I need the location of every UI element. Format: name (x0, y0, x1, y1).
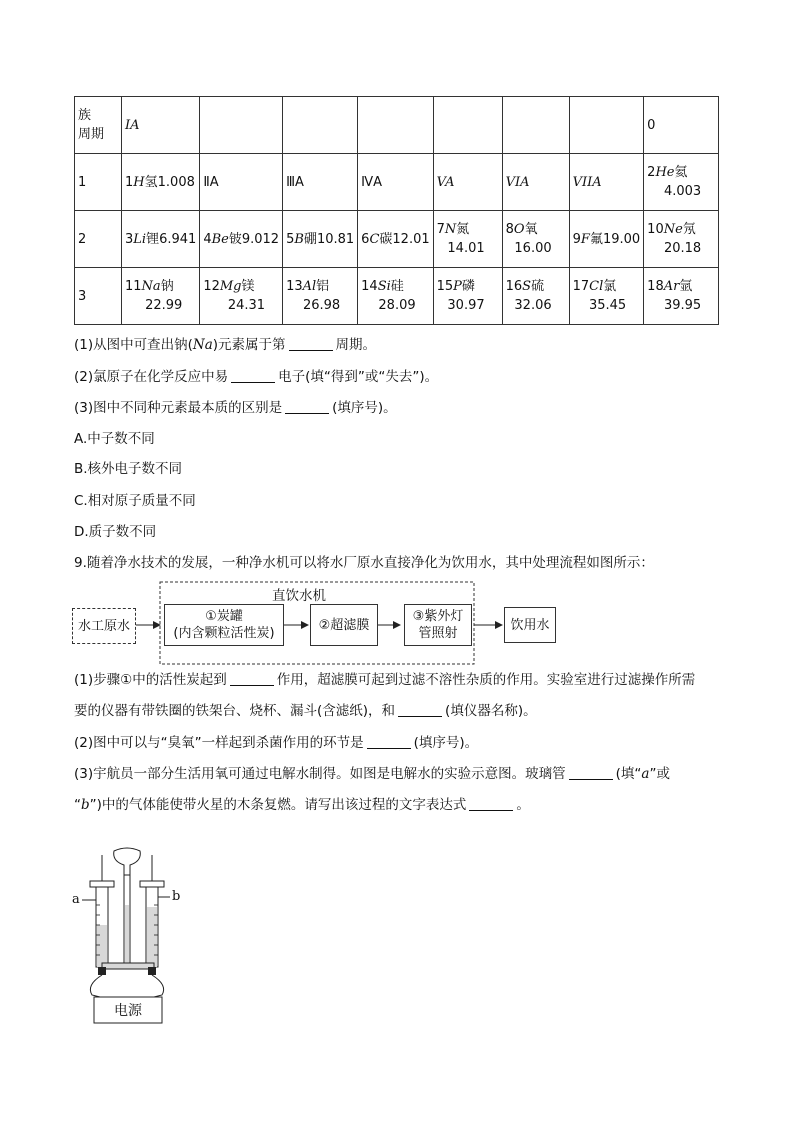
q9-stem: 9.随着净水技术的发展，一种净水机可以将水厂原水直接净化为饮用水，其中处理流程如图所示： (74, 555, 654, 571)
element-cell: 3Li锂6.941 (122, 211, 200, 268)
corner-group-label: 族 (78, 108, 92, 123)
q8-part3: (3)图中不同种元素最本质的区别是 (填序号)。 (74, 400, 397, 416)
q9-part3-line1: (3)宇航员一部分生活用氧可通过电解水制得。如图是电解水的实验示意图。玻璃管 (填“a”或 (74, 766, 670, 782)
corner-period-label: 周期 (78, 127, 105, 142)
q9-part1-line1: (1)步骤①中的活性炭起到 作用，超滤膜可起到过滤不溶性杂质的作用。实验室进行过滤操作所需 (74, 672, 696, 688)
group-header (200, 97, 283, 154)
q8-part1: (1)从图中可查出钠(Na)元素属于第 周期。 (74, 337, 377, 353)
answer-blank[interactable] (230, 671, 274, 686)
tube-label-a: a (72, 892, 80, 907)
q9-part1-line2: 要的仪器有带铁圈的铁架台、烧杯、漏斗(含滤纸)，和 (填仪器名称)。 (74, 703, 537, 719)
table-corner-cell (75, 97, 122, 154)
option-c: C.相对原子质量不同 (74, 493, 196, 509)
element-cell: 12Mg镁 24.31 (200, 268, 283, 325)
answer-blank[interactable] (569, 765, 613, 780)
group-header (502, 97, 569, 154)
element-cell: 16S硫 32.06 (502, 268, 569, 325)
element-cell: 7N氮 14.01 (433, 211, 502, 268)
answer-blank[interactable] (367, 734, 411, 749)
period-label: 1 (75, 154, 122, 211)
answer-blank[interactable] (289, 336, 333, 351)
group-label-cell: VIIA (569, 154, 644, 211)
period-label: 3 (75, 268, 122, 325)
group-header: 0 (644, 97, 719, 154)
element-cell: 9F氟19.00 (569, 211, 644, 268)
uv-lamp-box: ③紫外灯 管照射 (404, 604, 472, 646)
option-d: D.质子数不同 (74, 524, 157, 540)
period-label: 2 (75, 211, 122, 268)
answer-blank[interactable] (285, 399, 329, 414)
q8-part2: (2)氯原子在化学反应中易 电子(填“得到”或“失去”)。 (74, 369, 439, 385)
group-header (283, 97, 358, 154)
periodic-table (74, 96, 719, 325)
element-cell: 6C碳12.01 (358, 211, 433, 268)
group-header: IA (122, 97, 200, 154)
element-cell: 15P磷 30.97 (433, 268, 502, 325)
raw-water-box: 水工原水 (72, 608, 136, 644)
element-cell: 17Cl氯 35.45 (569, 268, 644, 325)
tube-label-b: b (172, 889, 181, 904)
ultrafiltration-box: ②超滤膜 (310, 604, 378, 646)
group-label-cell: ⅢA (283, 154, 358, 211)
electrolysis-apparatus (72, 845, 212, 1030)
carbon-tank-box: ①炭罐 (内含颗粒活性炭) (164, 604, 284, 646)
power-source-label: 电源 (114, 1003, 142, 1019)
answer-blank[interactable] (398, 702, 442, 717)
group-header (358, 97, 433, 154)
element-cell: 5B硼10.81 (283, 211, 358, 268)
element-cell: 11Na钠 22.99 (122, 268, 200, 325)
element-cell: 8O氧 16.00 (502, 211, 569, 268)
answer-blank[interactable] (231, 368, 275, 383)
purification-flow-diagram (72, 580, 632, 670)
group-header (569, 97, 644, 154)
group-label-cell: ⅡA (200, 154, 283, 211)
drinking-water-box: 饮用水 (504, 607, 556, 643)
element-cell: 10Ne氖 20.18 (644, 211, 719, 268)
q9-part2: (2)图中可以与“臭氧”一样起到杀菌作用的环节是 (填序号)。 (74, 735, 479, 751)
element-cell: 18Ar氩 39.95 (644, 268, 719, 325)
element-cell: 13Al铝 26.98 (283, 268, 358, 325)
element-cell: 14Si硅 28.09 (358, 268, 433, 325)
q9-part3-line2: “b”)中的气体能使带火星的木条复燃。请写出该过程的文字表达式 。 (74, 797, 530, 813)
element-cell: 2He氦 4.003 (644, 154, 719, 211)
group-label-cell: ⅣA (358, 154, 433, 211)
element-cell: 4Be铍9.012 (200, 211, 283, 268)
group-label-cell: VA (433, 154, 502, 211)
group-header (433, 97, 502, 154)
machine-label: 直饮水机 (272, 588, 326, 604)
answer-blank[interactable] (469, 796, 513, 811)
option-a: A.中子数不同 (74, 431, 155, 447)
element-cell: 1H氢1.008 (122, 154, 200, 211)
option-b: B.核外电子数不同 (74, 461, 183, 477)
group-label-cell: VIA (502, 154, 569, 211)
